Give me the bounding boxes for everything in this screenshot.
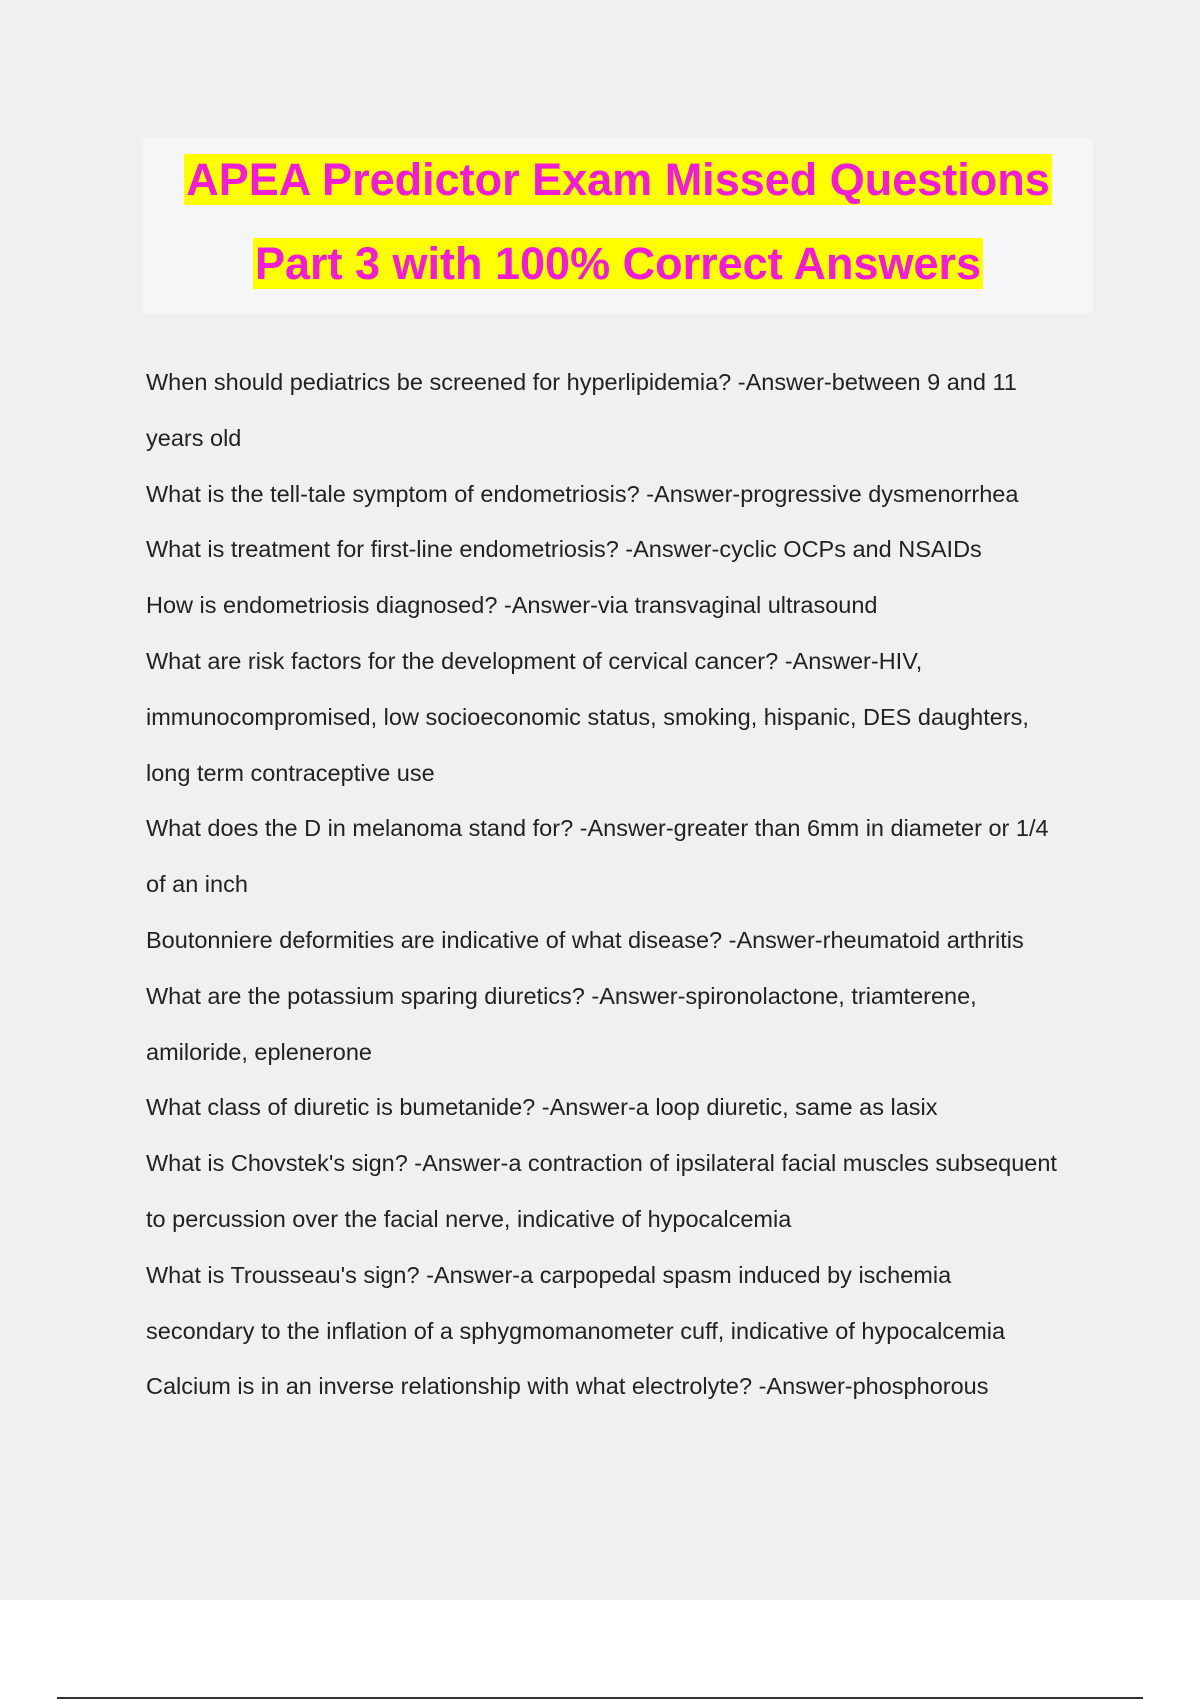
text-line: to percussion over the facial nerve, indicative of hypocalcemia [146, 1205, 792, 1232]
text-line: immunocompromised, low socioeconomic status, smoking, hispanic, DES daughters, [146, 703, 1029, 730]
text-line: What are the potassium sparing diuretics? -Answer-spironolactone, triamterene, [146, 982, 977, 1009]
text-line: What is Trousseau's sign? -Answer-a carpopedal spasm induced by ischemia [146, 1261, 952, 1288]
question-answer-list [146, 355, 1096, 1415]
title-block [143, 138, 1093, 313]
text-line: How is endometriosis diagnosed? -Answer-via transvaginal ultrasound [146, 592, 878, 619]
text-line: What is the tell-tale symptom of endometriosis? -Answer-progressive dysmenorrhea [146, 480, 1019, 507]
text-line: What are risk factors for the development of cervical cancer? -Answer-HIV, [146, 647, 923, 674]
text-line: amiloride, eplenerone [146, 1038, 373, 1065]
title-line-1 [143, 138, 1093, 222]
text-line: What does the D in melanoma stand for? -Answer-greater than 6mm in diameter or 1/4 [146, 815, 1049, 842]
title-line-2 [143, 222, 1093, 306]
text-line: Boutonniere deformities are indicative of what disease? -Answer-rheumatoid arthritis [146, 926, 1024, 953]
title-text-2: Part 3 with 100% Correct Answers [254, 238, 982, 289]
title-text-1: APEA Predictor Exam Missed Questions [186, 154, 1050, 205]
text-line: secondary to the inflation of a sphygmomanometer cuff, indicative of hypocalcemia [146, 1317, 1006, 1344]
text-line: When should pediatrics be screened for hyperlipidemia? -Answer-between 9 and 11 [146, 369, 1017, 395]
text-line: What is Chovstek's sign? -Answer-a contraction of ipsilateral facial muscles subsequent [146, 1150, 1057, 1177]
text-line: long term contraceptive use [146, 759, 435, 786]
bottom-divider [57, 1697, 1143, 1699]
text-line: years old [146, 424, 242, 451]
text-line: What is treatment for first-line endometriosis? -Answer-cyclic OCPs and NSAIDs [146, 536, 982, 563]
text-line: What class of diuretic is bumetanide? -Answer-a loop diuretic, same as lasix [146, 1094, 938, 1121]
text-line: of an inch [146, 871, 248, 898]
text-line: Calcium is in an inverse relationship with what electrolyte? -Answer-phosphorous [146, 1373, 989, 1400]
